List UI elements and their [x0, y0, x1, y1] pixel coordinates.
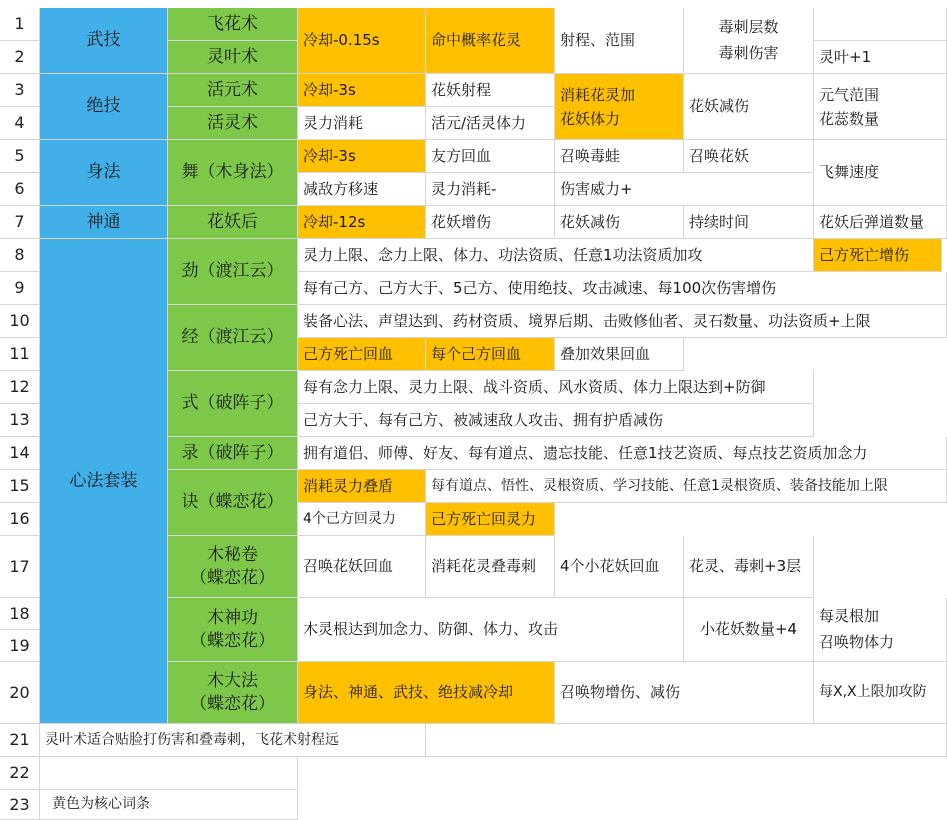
cell-r5-zhaohuan-duwa[interactable]: 召唤毒蛙: [555, 140, 684, 173]
skill-huolingshu[interactable]: 活灵术: [168, 107, 298, 140]
row-header-14[interactable]: 14: [0, 437, 40, 470]
cell-r21-empty[interactable]: [426, 724, 947, 757]
cell-r21-note[interactable]: 灵叶术适合贴脸打伤害和叠毒刺，飞花术射程远: [40, 724, 426, 757]
cell-r23-note[interactable]: 黄色为核心词条: [40, 790, 298, 820]
skill-shi[interactable]: 式（破阵子）: [168, 371, 298, 437]
cell-r10-main[interactable]: 装备心法、声望达到、药材资质、境界后期、击败修仙者、灵石数量、功法资质+上限: [298, 305, 947, 338]
row-header-11[interactable]: 11: [0, 338, 40, 371]
cell-r18-mulinggen[interactable]: 木灵根达到加念力、防御、体力、攻击: [298, 598, 684, 662]
cell-r3-huayaojian[interactable]: 花妖减伤: [684, 74, 814, 140]
cell-r20-jianleng[interactable]: 身法、神通、武技、绝技减冷却: [298, 662, 555, 724]
cell-r7-huayaozeng[interactable]: 花妖增伤: [426, 206, 555, 239]
skill-feihuashu[interactable]: 飞花术: [168, 8, 298, 41]
category-wuji[interactable]: 武技: [40, 8, 168, 74]
row-header-2[interactable]: 2: [0, 41, 40, 74]
cell-r6-jiandi[interactable]: 减敌方移速: [298, 173, 426, 206]
cell-r7-dandao[interactable]: 花妖后弹道数量: [814, 206, 947, 239]
cell-r14-main[interactable]: 拥有道侣、师傅、好友、每有道点、遗忘技能、任意1技艺资质、每点技艺资质加念力: [298, 437, 947, 470]
cell-r22-empty[interactable]: [40, 757, 298, 790]
cell-r3-yuanqi[interactable]: 元气范围 花蕊数量: [814, 74, 947, 140]
cell-r9-main[interactable]: 每有己方、己方大于、5己方、使用绝技、攻击减速、每100次伤害增伤: [298, 272, 947, 305]
skill-jing[interactable]: 经（渡江云）: [168, 305, 298, 371]
cell-r6-shanghai[interactable]: 伤害威力+: [555, 173, 814, 206]
cell-r16-sige[interactable]: 4个己方回灵力: [298, 503, 426, 536]
cell-r7-chixu[interactable]: 持续时间: [684, 206, 814, 239]
skill-jue[interactable]: 诀（蝶恋花）: [168, 470, 298, 536]
row-header-21[interactable]: 21: [0, 724, 40, 757]
category-shenfa[interactable]: 身法: [40, 140, 168, 206]
cell-r1-empty[interactable]: [814, 8, 947, 41]
cell-r5-lengque[interactable]: 冷却-3s: [298, 140, 426, 173]
cell-r7-huayaojian[interactable]: 花妖减伤: [555, 206, 684, 239]
cell-r5-youfang[interactable]: 友方回血: [426, 140, 555, 173]
cell-r13-main[interactable]: 己方大于、每有己方、被减速敌人攻击、拥有护盾减伤: [298, 404, 814, 437]
row-header-22[interactable]: 22: [0, 757, 40, 790]
cell-r11-siwang[interactable]: 己方死亡回血: [298, 338, 426, 371]
cell-r1-mingzhong[interactable]: 命中概率花灵: [426, 8, 555, 74]
cell-r11-meige[interactable]: 每个己方回血: [426, 338, 555, 371]
cell-r6-lingli[interactable]: 灵力消耗-: [426, 173, 555, 206]
cell-r16-siwang[interactable]: 己方死亡回灵力: [426, 503, 555, 536]
cell-r4-lingli[interactable]: 灵力消耗: [298, 107, 426, 140]
row-header-3[interactable]: 3: [0, 74, 40, 107]
cell-r7-lengque[interactable]: 冷却-12s: [298, 206, 426, 239]
skill-wu[interactable]: 舞（木身法）: [168, 140, 298, 206]
cell-r5-feiwu[interactable]: 飞舞速度: [814, 140, 947, 206]
row-header-9[interactable]: 9: [0, 272, 40, 305]
row-header-23[interactable]: 23: [0, 790, 40, 820]
row-header-7[interactable]: 7: [0, 206, 40, 239]
cell-r18-meiling[interactable]: 每灵根加 召唤物体力: [814, 598, 947, 662]
row-header-17[interactable]: 17: [0, 536, 40, 598]
skill-huayaohou[interactable]: 花妖后: [168, 206, 298, 239]
cell-r17-hualing[interactable]: 花灵、毒刺+3层: [684, 536, 814, 598]
cell-r4-huoyuan[interactable]: 活元/活灵体力: [426, 107, 555, 140]
row-header-19[interactable]: 19: [0, 630, 40, 662]
skill-mushengong[interactable]: 木神功 （蝶恋花）: [168, 598, 298, 662]
cell-r3-lengque[interactable]: 冷却-3s: [298, 74, 426, 107]
cell-r8-main[interactable]: 灵力上限、念力上限、体力、功法资质、任意1功法资质加攻: [298, 239, 814, 272]
row-header-15[interactable]: 15: [0, 470, 40, 503]
skill-mumijuan[interactable]: 木秘卷 （蝶恋花）: [168, 536, 298, 598]
cell-r17-sige[interactable]: 4个小花妖回血: [555, 536, 684, 598]
cell-r3-xiaohao[interactable]: 消耗花灵加 花妖体力: [555, 74, 684, 140]
cell-r20-meix[interactable]: 每X,X上限加攻防: [814, 662, 947, 724]
row-header-6[interactable]: 6: [0, 173, 40, 206]
cell-r2-lingye[interactable]: 灵叶+1: [814, 41, 947, 74]
cell-r17-xiaohao[interactable]: 消耗花灵叠毒刺: [426, 536, 555, 598]
cell-r17-zhaohuan[interactable]: 召唤花妖回血: [298, 536, 426, 598]
cell-r5-zhaohuan-huayao[interactable]: 召唤花妖: [684, 140, 814, 173]
row-header-18[interactable]: 18: [0, 598, 40, 630]
row-header-10[interactable]: 10: [0, 305, 40, 338]
category-jueji[interactable]: 绝技: [40, 74, 168, 140]
cell-r11-diejia[interactable]: 叠加效果回血: [555, 338, 684, 371]
skill-lingyeshu[interactable]: 灵叶术: [168, 41, 298, 74]
cell-r8-siwang[interactable]: 己方死亡增伤: [814, 239, 942, 272]
skill-huoyuanshu[interactable]: 活元术: [168, 74, 298, 107]
row-header-16[interactable]: 16: [0, 503, 40, 536]
cell-r18-xiaohuayao[interactable]: 小花妖数量+4: [684, 598, 814, 662]
category-shentong[interactable]: 神通: [40, 206, 168, 239]
cell-r3-huayaoshe[interactable]: 花妖射程: [426, 74, 555, 107]
category-xinfa[interactable]: 心法套装: [40, 239, 168, 724]
cell-r1-shecheng[interactable]: 射程、范围: [555, 8, 684, 74]
row-header-8[interactable]: 8: [0, 239, 40, 272]
skill-lu[interactable]: 录（破阵子）: [168, 437, 298, 470]
row-header-20[interactable]: 20: [0, 662, 40, 724]
cell-r12-main[interactable]: 每有念力上限、灵力上限、战斗资质、风水资质、体力上限达到+防御: [298, 371, 814, 404]
skill-jin[interactable]: 劲（渡江云）: [168, 239, 298, 305]
skill-mudafa[interactable]: 木大法 （蝶恋花）: [168, 662, 298, 724]
row-header-12[interactable]: 12: [0, 371, 40, 404]
row-header-5[interactable]: 5: [0, 140, 40, 173]
row-header-13[interactable]: 13: [0, 404, 40, 437]
cell-r1-lengque[interactable]: 冷却-0.15s: [298, 8, 426, 74]
cell-r15-xiaohao[interactable]: 消耗灵力叠盾: [298, 470, 426, 503]
row-header-1[interactable]: 1: [0, 8, 40, 41]
cell-r1-duci[interactable]: 毒刺层数 毒刺伤害: [684, 8, 814, 74]
cell-r15-main[interactable]: 每有道点、悟性、灵根资质、学习技能、任意1灵根资质、装备技能加上限: [426, 470, 947, 503]
cell-r20-zhaohuanwu[interactable]: 召唤物增伤、减伤: [555, 662, 814, 724]
row-header-4[interactable]: 4: [0, 107, 40, 140]
